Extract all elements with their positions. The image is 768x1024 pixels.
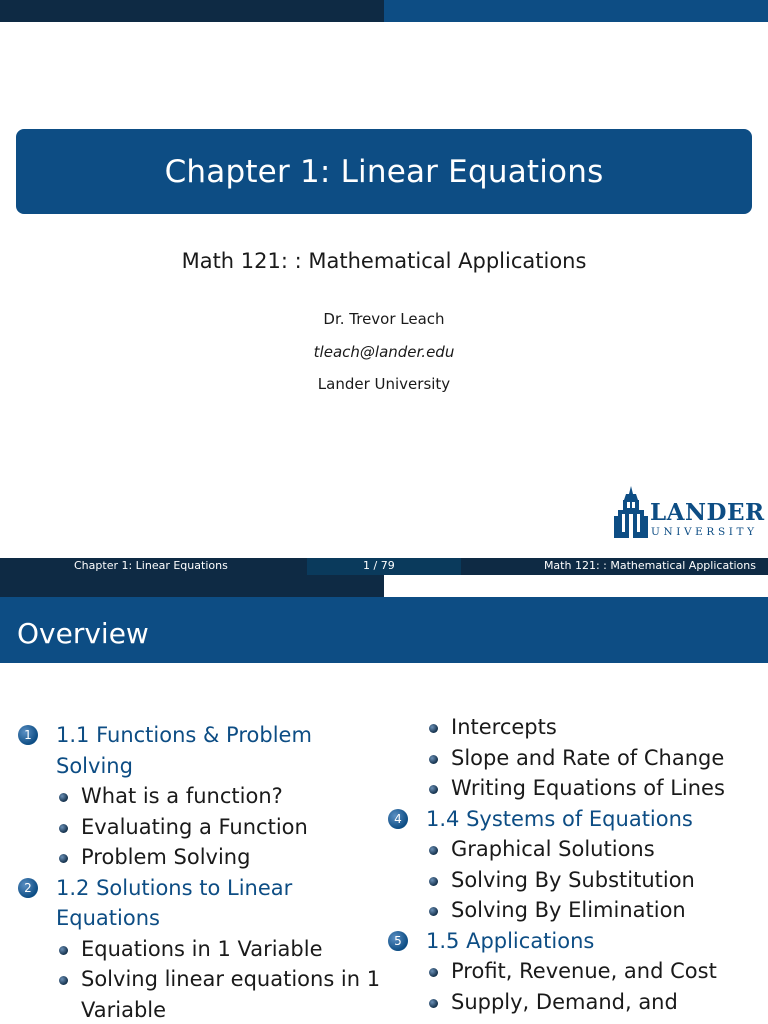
bullet-icon	[59, 854, 68, 863]
subsection-title: Equations in 1 Variable	[81, 936, 323, 961]
tower-icon	[614, 486, 648, 540]
header-bar-left	[0, 575, 384, 597]
author-name: Dr. Trevor Leach	[323, 310, 445, 328]
outline-section	[384, 804, 768, 835]
slide-title-box	[16, 129, 752, 214]
section-title: 1.1 Functions & Problem	[56, 723, 312, 747]
bullet-icon	[59, 976, 68, 985]
bullet-icon	[429, 724, 438, 733]
outline-section	[14, 720, 384, 751]
subsection-title: Variable	[81, 997, 167, 1022]
subsection-title: Solving linear equations in 1	[81, 967, 381, 991]
outline-section	[384, 926, 768, 957]
outline-subsection	[384, 865, 768, 896]
outline-left-column	[14, 720, 384, 1024]
bullet-icon	[429, 785, 438, 794]
bullet-icon	[429, 846, 438, 855]
overview-slide	[0, 558, 768, 1024]
author-email: tleach@lander.edu	[313, 343, 455, 361]
outline-right-column	[384, 712, 768, 1017]
university-logo	[614, 486, 768, 542]
frame-title: Overview	[17, 617, 149, 650]
subsection-title: Writing Equations of Lines	[451, 776, 725, 800]
section-title: 1.2 Solutions to Linear	[56, 875, 293, 900]
outline-subsection	[384, 773, 768, 804]
footer-chapter: Chapter 1: Linear Equations	[74, 559, 228, 572]
subsection-title: What is a function?	[81, 784, 283, 808]
header-bar-right	[384, 0, 768, 22]
outline-section	[14, 873, 384, 904]
outline-section	[14, 903, 384, 934]
section-number-badge: 2	[18, 878, 38, 898]
outline-subsection	[384, 712, 768, 743]
bullet-icon	[429, 907, 438, 916]
frame-title-bar	[0, 597, 768, 663]
bullet-icon	[59, 793, 68, 802]
section-title: Equations	[56, 906, 160, 930]
bullet-icon	[429, 877, 438, 886]
outline-subsection	[384, 987, 768, 1018]
slide-footer	[0, 558, 768, 575]
institution: Lander University	[317, 375, 451, 393]
subsection-title: Intercepts	[451, 715, 557, 739]
outline-subsection	[384, 895, 768, 926]
outline-subsection	[384, 743, 768, 774]
section-number-badge: 4	[388, 809, 408, 829]
subsection-title: Graphical Solutions	[451, 837, 655, 861]
section-title: Solving	[56, 753, 133, 778]
section-number-badge: 1	[18, 725, 38, 745]
outline-section	[14, 751, 384, 782]
outline-subsection	[14, 934, 384, 965]
bullet-icon	[429, 968, 438, 977]
subsection-title: Solving By Elimination	[451, 898, 686, 922]
outline-subsection	[14, 781, 384, 812]
bullet-icon	[429, 999, 438, 1008]
slide-title: Chapter 1: Linear Equations	[164, 153, 604, 190]
bullet-icon	[429, 755, 438, 764]
logo-text-university: UNIVERSITY	[651, 526, 758, 538]
section-number-badge: 5	[388, 931, 408, 951]
bullet-icon	[59, 824, 68, 833]
outline-subsection	[384, 834, 768, 865]
logo-text-lander: LANDER	[650, 499, 765, 526]
subsection-title: Profit, Revenue, and Cost	[451, 959, 717, 983]
outline-subsection	[14, 842, 384, 873]
section-title: 1.4 Systems of Equations	[426, 806, 693, 831]
bullet-icon	[59, 946, 68, 955]
course-subtitle: Math 121: : Mathematical Applications	[181, 249, 587, 273]
outline-subsection	[14, 995, 384, 1024]
subsection-title: Problem Solving	[81, 845, 251, 869]
subsection-title: Solving By Substitution	[451, 867, 695, 892]
header-bar-right	[384, 575, 768, 597]
outline-subsection	[384, 956, 768, 987]
outline-subsection	[14, 812, 384, 843]
subsection-title: Supply, Demand, and	[451, 989, 678, 1014]
footer-course: Math 121: : Mathematical Applications	[543, 559, 756, 572]
footer-page-number: 1 / 79	[363, 559, 395, 572]
subsection-title: Evaluating a Function	[81, 814, 308, 839]
subsection-title: Slope and Rate of Change	[451, 745, 725, 770]
outline-subsection	[14, 964, 384, 995]
section-title: 1.5 Applications	[426, 928, 595, 953]
header-bar-left	[0, 0, 384, 22]
